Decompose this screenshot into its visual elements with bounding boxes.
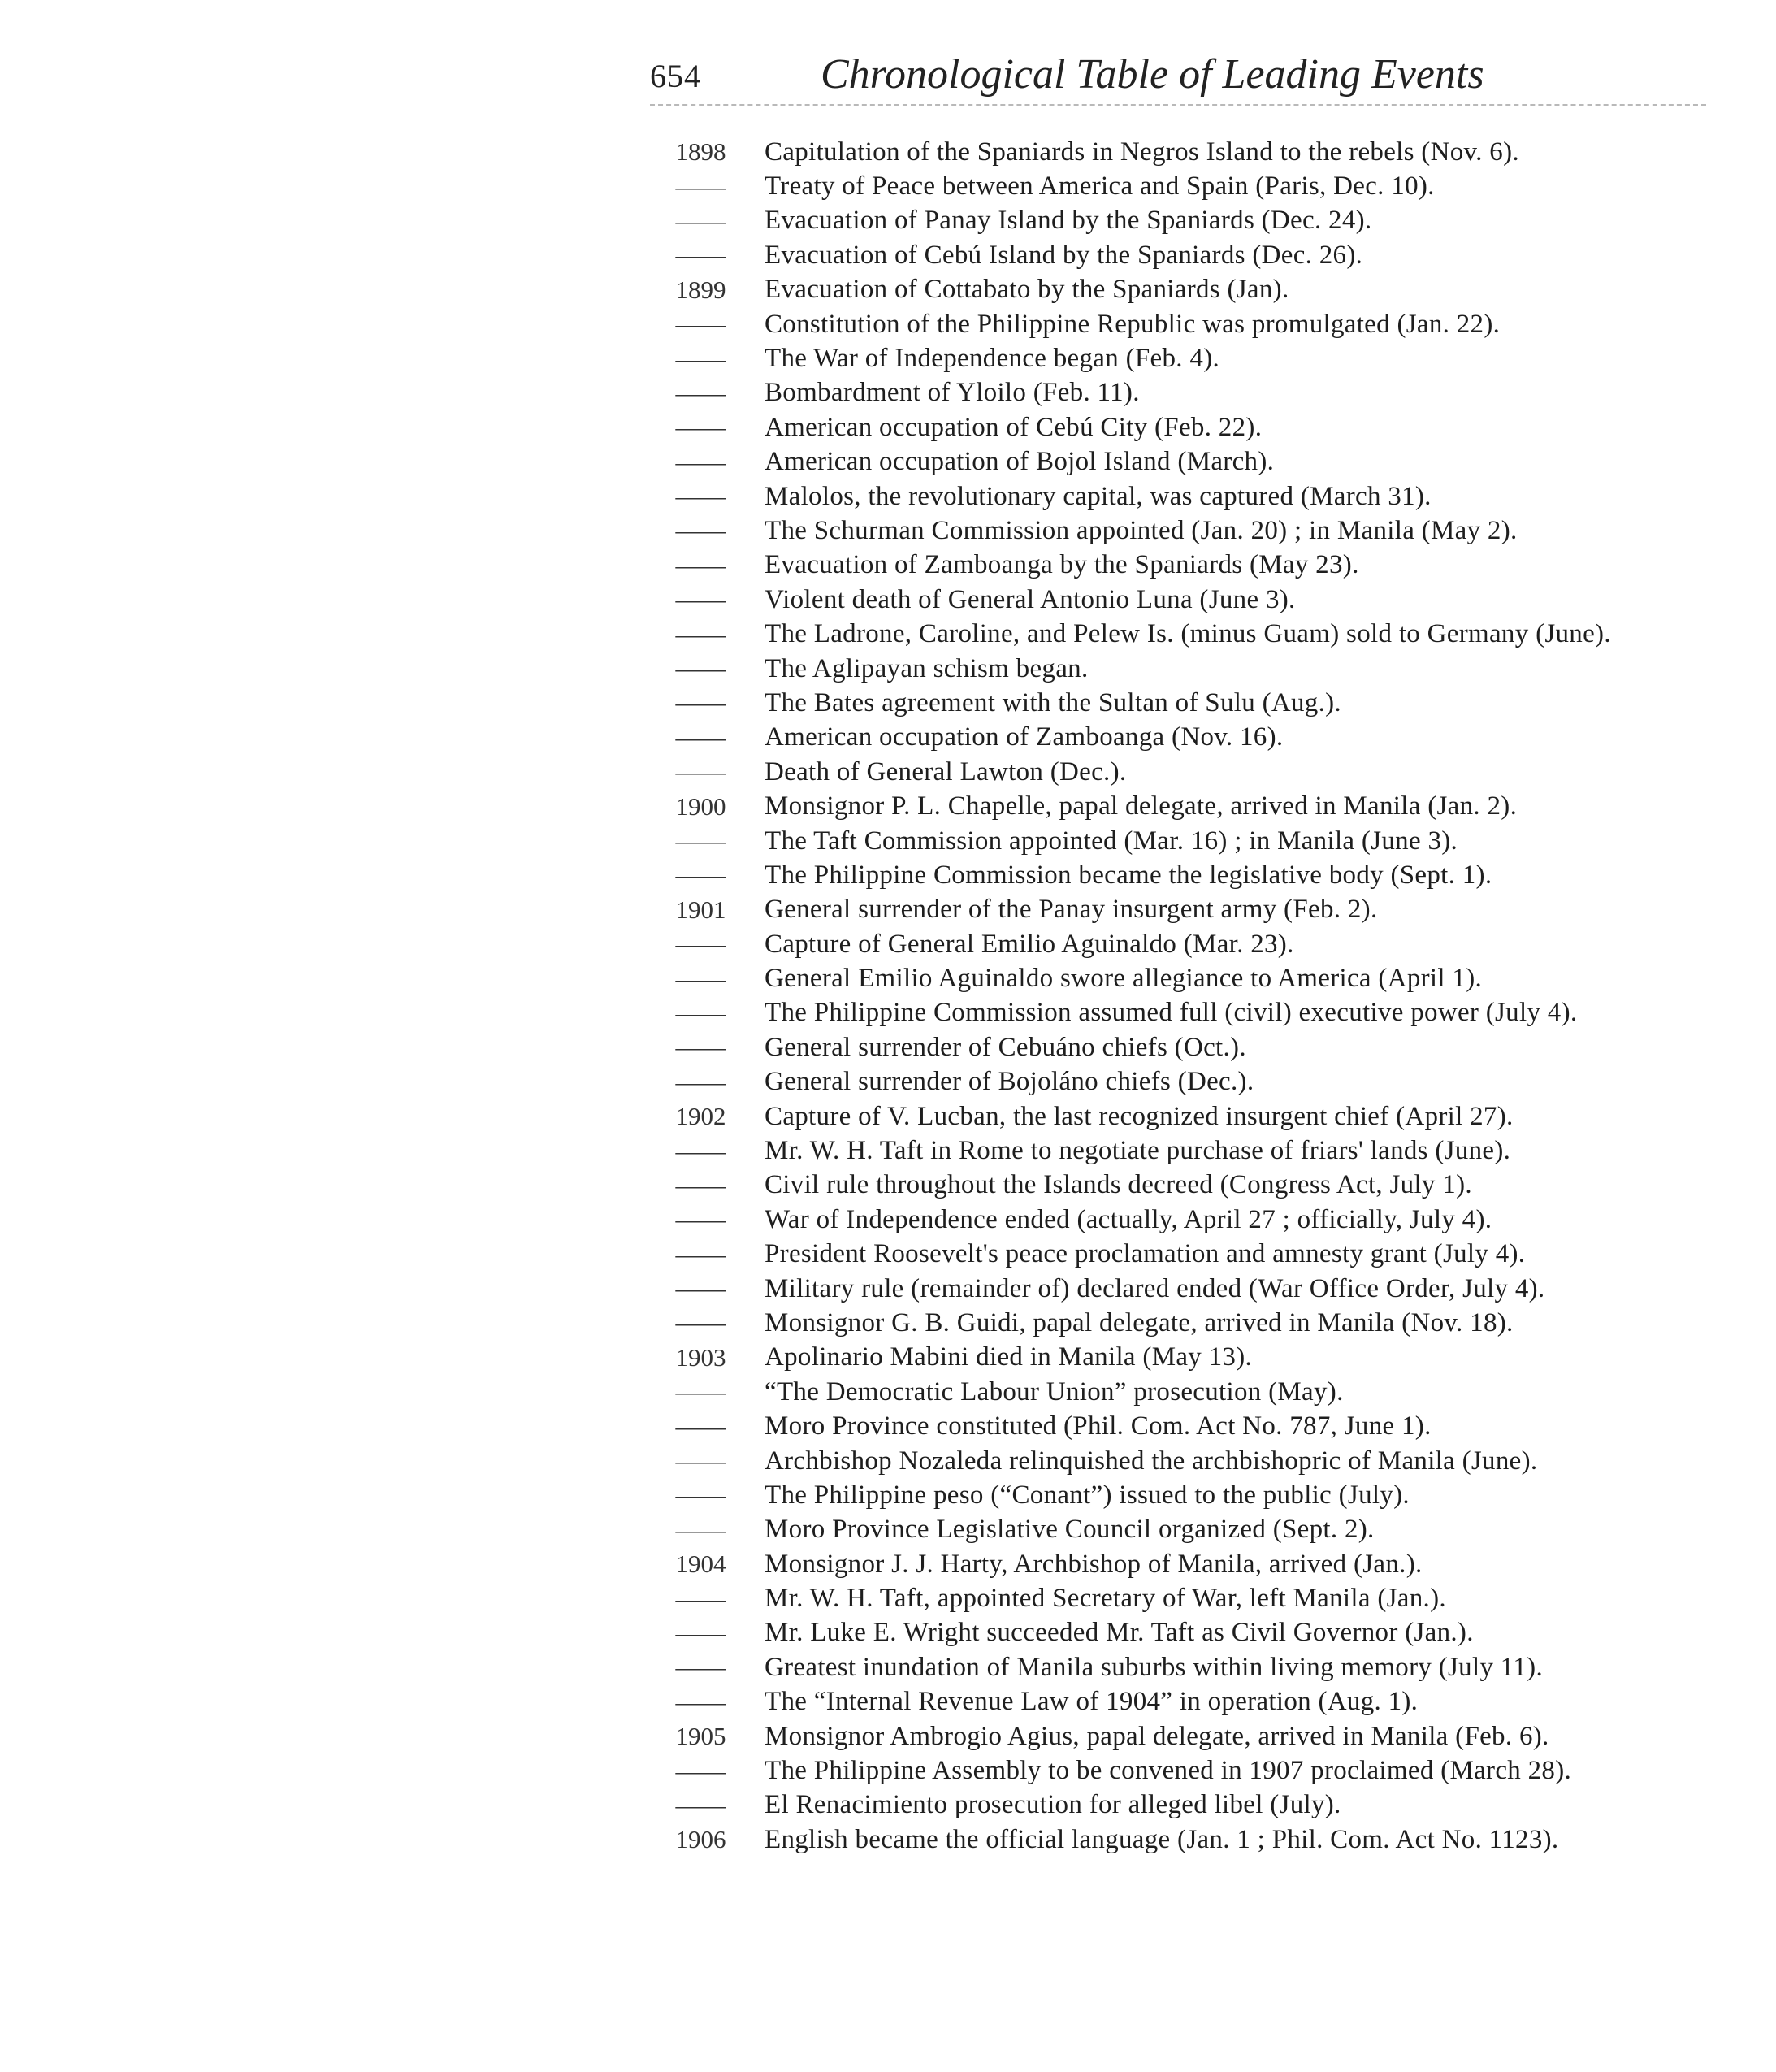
running-title: Chronological Table of Leading Events	[821, 51, 1484, 98]
entry-year: ——	[675, 1618, 726, 1647]
chronology-entry	[658, 307, 1731, 341]
chronology-entry	[658, 996, 1731, 1030]
entry-year: ——	[675, 516, 726, 545]
entry-year: ——	[675, 930, 726, 959]
entry-year: 1901	[675, 895, 726, 924]
entry-event: Evacuation of Cottabato by the Spaniards (Jan).	[765, 275, 1289, 305]
entry-event: Evacuation of Zamboanga by the Spaniards (May 23).	[765, 550, 1359, 580]
entry-year: ——	[675, 722, 726, 752]
entry-year: ——	[675, 344, 726, 373]
entry-year: 1902	[675, 1102, 726, 1131]
chronology-entry	[658, 1409, 1731, 1443]
entry-event: Civil rule throughout the Islands decreed (Congress Act, July 1).	[765, 1170, 1472, 1200]
entry-event: The Philippine Commission assumed full (civil) executive power (July 4).	[765, 998, 1578, 1028]
chronology-entry	[658, 927, 1731, 961]
chronology-entry	[658, 410, 1731, 444]
chronology-entry	[658, 1719, 1731, 1753]
chronology-entry	[658, 135, 1731, 169]
entry-event: Moro Province Legislative Council organized (Sept. 2).	[765, 1515, 1375, 1545]
entry-event: “The Democratic Labour Union” prosecution (May).	[765, 1376, 1344, 1407]
entry-event: El Renacimiento prosecution for alleged libel (July).	[765, 1790, 1341, 1820]
entry-event: Monsignor J. J. Harty, Archbishop of Manila, arrived (Jan.).	[765, 1549, 1423, 1579]
entry-event: Monsignor P. L. Chapelle, papal delegate, arrived in Manila (Jan. 2).	[765, 791, 1518, 821]
entry-year: ——	[675, 1584, 726, 1613]
chronology-entry	[658, 1444, 1731, 1478]
entry-event: Military rule (remainder of) declared ended (War Office Order, July 4).	[765, 1273, 1545, 1303]
chronology-entry	[658, 238, 1731, 272]
entry-year: ——	[675, 860, 726, 890]
chronology-entry	[658, 169, 1731, 203]
chronology-entry	[658, 893, 1731, 927]
chronology-entry	[658, 686, 1731, 720]
chronology-entry	[658, 755, 1731, 789]
chronology-entry	[658, 548, 1731, 583]
entry-event: General surrender of Bojoláno chiefs (Dec.).	[765, 1067, 1254, 1097]
chronology-entry	[658, 1685, 1731, 1719]
chronology-entry	[658, 652, 1731, 686]
chronology-entry	[658, 1788, 1731, 1823]
entry-year: ——	[675, 1687, 726, 1716]
chronology-entry	[658, 514, 1731, 548]
entry-event: Apolinario Mabini died in Manila (May 13).	[765, 1342, 1253, 1372]
entry-year: ——	[675, 447, 726, 476]
entry-year: ——	[675, 310, 726, 339]
entry-year: 1906	[675, 1825, 726, 1854]
entry-year: 1905	[675, 1722, 726, 1751]
entry-year: ——	[675, 1446, 726, 1476]
entry-year: ——	[675, 171, 726, 201]
entry-year: ——	[675, 826, 726, 855]
chronology-entry	[658, 1823, 1731, 1857]
entry-event: Capture of V. Lucban, the last recognized insurgent chief (April 27).	[765, 1101, 1514, 1131]
entry-event: Mr. W. H. Taft in Rome to negotiate purchase of friars' lands (June).	[765, 1136, 1511, 1166]
chronology-entry	[658, 376, 1731, 410]
chronology-entry	[658, 1065, 1731, 1099]
entry-event: Malolos, the revolutionary capital, was captured (March 31).	[765, 481, 1432, 511]
entry-event: Moro Province constituted (Phil. Com. Act No. 787, June 1).	[765, 1411, 1432, 1441]
entry-event: Capture of General Emilio Aguinaldo (Mar. 23).	[765, 929, 1294, 959]
entry-event: The War of Independence began (Feb. 4).	[765, 344, 1220, 374]
entry-event: War of Independence ended (actually, April 27 ; officially, July 4).	[765, 1204, 1492, 1234]
chronology-entry	[658, 341, 1731, 375]
chronology-entry	[658, 1341, 1731, 1375]
entry-event: American occupation of Zamboanga (Nov. 16).	[765, 722, 1284, 752]
entry-event: The Schurman Commission appointed (Jan. 20) ; in Manila (May 2).	[765, 515, 1518, 545]
chronology-entry	[658, 1272, 1731, 1306]
entry-event: Death of General Lawton (Dec.).	[765, 756, 1127, 787]
entry-year: ——	[675, 1274, 726, 1303]
entry-year: ——	[675, 1033, 726, 1062]
entry-event: Archbishop Nozaleda relinquished the archbishopric of Manila (June).	[765, 1446, 1538, 1476]
chronology-entry	[658, 1513, 1731, 1547]
chronology-entry	[658, 1375, 1731, 1409]
entry-event: English became the official language (Jan. 1 ; Phil. Com. Act No. 1123).	[765, 1824, 1559, 1854]
chronology-entry	[658, 858, 1731, 892]
chronology-entry	[658, 1306, 1731, 1340]
entry-year: ——	[675, 1515, 726, 1544]
entry-event: Greatest inundation of Manila suburbs within living memory (July 11).	[765, 1652, 1544, 1682]
entry-year: ——	[675, 1170, 726, 1199]
chronology-entry	[658, 204, 1731, 238]
entry-year: 1898	[675, 137, 726, 167]
entry-year: ——	[675, 998, 726, 1027]
entry-event: Treaty of Peace between America and Spain (Paris, Dec. 10).	[765, 171, 1435, 202]
entry-event: General Emilio Aguinaldo swore allegiance to America (April 1).	[765, 964, 1483, 994]
chronology-entry	[658, 1616, 1731, 1650]
entry-event: Capitulation of the Spaniards in Negros Island to the rebels (Nov. 6).	[765, 137, 1519, 167]
entry-event: The “Internal Revenue Law of 1904” in operation (Aug. 1).	[765, 1687, 1419, 1717]
entry-event: The Taft Commission appointed (Mar. 16) ; in Manila (June 3).	[765, 826, 1458, 856]
chronology-entry	[658, 1203, 1731, 1237]
entry-event: American occupation of Bojol Island (March).	[765, 447, 1275, 477]
chronology-entry	[658, 617, 1731, 651]
chronology-entry	[658, 1099, 1731, 1134]
chronology-entry	[658, 961, 1731, 995]
chronology-entry	[658, 1238, 1731, 1272]
entry-year: ——	[675, 1756, 726, 1785]
entry-year: ——	[675, 1067, 726, 1096]
entry-year: ——	[675, 413, 726, 442]
chronology-entry	[658, 1134, 1731, 1168]
entry-year: ——	[675, 378, 726, 407]
chronology-entry	[658, 1030, 1731, 1064]
chronology-entry	[658, 721, 1731, 755]
entry-event: Evacuation of Cebú Island by the Spaniards (Dec. 26).	[765, 240, 1363, 270]
chronology-entry	[658, 445, 1731, 479]
entry-year: ——	[675, 241, 726, 270]
entry-year: ——	[675, 1377, 726, 1407]
entry-event: The Philippine peso (“Conant”) issued to the public (July).	[765, 1480, 1410, 1510]
entry-year: ——	[675, 1790, 726, 1819]
entry-event: The Bates agreement with the Sultan of Sulu (Aug.).	[765, 687, 1341, 717]
chronology-entry	[658, 1478, 1731, 1512]
chronology-entry	[658, 1753, 1731, 1788]
entry-event: The Ladrone, Caroline, and Pelew Is. (minus Guam) sold to Germany (June).	[765, 619, 1611, 649]
entry-event: Mr. W. H. Taft, appointed Secretary of War, left Manila (Jan.).	[765, 1584, 1446, 1614]
entry-year: 1899	[675, 275, 726, 304]
entry-year: ——	[675, 1205, 726, 1234]
entry-event: General surrender of Cebuáno chiefs (Oct.).	[765, 1032, 1246, 1062]
entry-event: Monsignor G. B. Guidi, papal delegate, arrived in Manila (Nov. 18).	[765, 1307, 1514, 1337]
entry-year: ——	[675, 1653, 726, 1682]
entry-year: ——	[675, 1480, 726, 1510]
chronology-entry	[658, 479, 1731, 514]
chronology-list	[658, 135, 1731, 1857]
chronology-entry	[658, 1581, 1731, 1615]
entry-event: Evacuation of Panay Island by the Spaniards (Dec. 24).	[765, 206, 1372, 236]
entry-event: Violent death of General Antonio Luna (June 3).	[765, 584, 1296, 614]
chronology-entry	[658, 824, 1731, 858]
entry-event: Monsignor Ambrogio Agius, papal delegate, arrived in Manila (Feb. 6).	[765, 1721, 1549, 1751]
entry-year: ——	[675, 688, 726, 717]
page-number: 654	[650, 58, 701, 94]
entry-event: Constitution of the Philippine Republic was promulgated (Jan. 22).	[765, 309, 1501, 339]
entry-year: ——	[675, 757, 726, 787]
entry-year: ——	[675, 585, 726, 614]
entry-year: ——	[675, 1136, 726, 1165]
chronology-entry	[658, 273, 1731, 307]
header-rule	[650, 104, 1706, 106]
entry-event: President Roosevelt's peace proclamation and amnesty grant (July 4).	[765, 1239, 1526, 1269]
entry-year: ——	[675, 619, 726, 648]
entry-year: ——	[675, 482, 726, 511]
entry-event: General surrender of the Panay insurgent army (Feb. 2).	[765, 895, 1378, 925]
entry-year: ——	[675, 1308, 726, 1337]
chronology-entry	[658, 789, 1731, 823]
entry-year: 1903	[675, 1342, 726, 1372]
entry-year: ——	[675, 964, 726, 993]
page-header	[650, 50, 1714, 107]
entry-year: ——	[675, 206, 726, 235]
entry-year: ——	[675, 550, 726, 579]
chronology-entry	[658, 1650, 1731, 1684]
entry-year: ——	[675, 1411, 726, 1441]
entry-event: Mr. Luke E. Wright succeeded Mr. Taft as Civil Governor (Jan.).	[765, 1618, 1474, 1648]
chronology-entry	[658, 1547, 1731, 1581]
entry-year: ——	[675, 1239, 726, 1268]
chronology-entry	[658, 1168, 1731, 1203]
entry-year: 1900	[675, 791, 726, 821]
entry-year: 1904	[675, 1550, 726, 1579]
entry-event: The Aglipayan schism began.	[765, 653, 1089, 683]
chronology-entry	[658, 583, 1731, 617]
entry-year: ——	[675, 654, 726, 683]
entry-event: American occupation of Cebú City (Feb. 22).	[765, 412, 1263, 442]
entry-event: The Philippine Assembly to be convened in 1907 proclaimed (March 28).	[765, 1756, 1572, 1786]
entry-event: Bombardment of Yloilo (Feb. 11).	[765, 378, 1140, 408]
entry-event: The Philippine Commission became the legislative body (Sept. 1).	[765, 860, 1492, 890]
